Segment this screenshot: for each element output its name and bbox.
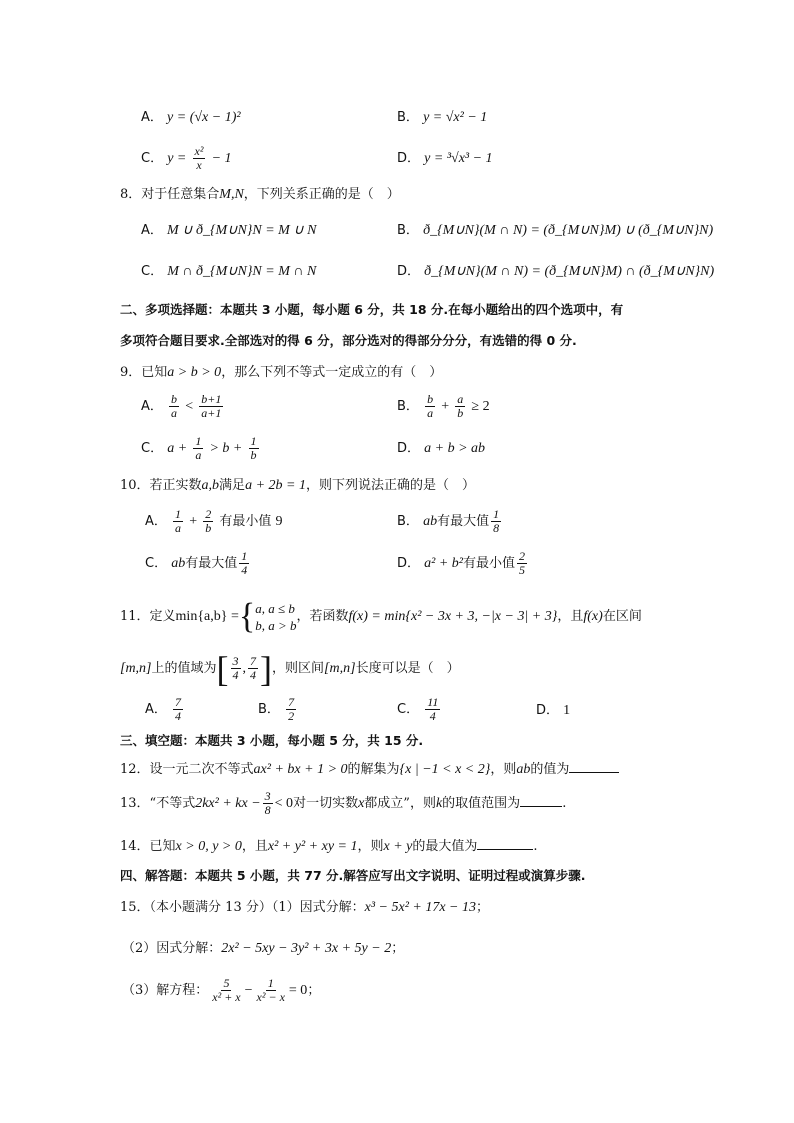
q11-line2-post-pre: ，则区间	[272, 661, 325, 676]
q13-var-x: x	[358, 796, 365, 811]
fraction-numerator: x²	[194, 144, 204, 158]
option-expression: M ∩ ð_{M∪N}N = M ∩ N	[167, 264, 317, 279]
q15-line3-post: = 0	[288, 983, 308, 998]
fraction-numerator: 5	[223, 976, 230, 990]
q10-option-a	[145, 505, 283, 539]
option-expression: ð_{M∪N}(M ∩ N) = (ð_{M∪N}M) ∪ (ð_{M∪N}N)	[423, 223, 714, 238]
fraction-denominator: a	[427, 406, 434, 420]
fraction	[193, 145, 206, 172]
q9-stem-post: ，那么下列不等式一定成立的有（ ）	[221, 365, 443, 380]
fraction-denominator: x² + x	[212, 990, 241, 1004]
fraction	[199, 393, 223, 420]
q9-stem	[120, 365, 442, 381]
option-expression: y = (√x − 1)²	[167, 110, 241, 125]
q9-option-b	[397, 390, 490, 424]
fraction-numerator: 2	[519, 549, 526, 563]
fraction-numerator: b+1	[201, 392, 222, 406]
option-text: 有最小值	[219, 514, 272, 529]
option-expression: y = √x² − 1	[423, 110, 488, 125]
q13-expr-post: < 0	[274, 796, 294, 811]
option-lhs: y =	[167, 151, 187, 166]
q10-option-d	[397, 547, 529, 581]
q15-expr2: 2x² − 5xy − 3y² + 3x + 5y − 2	[221, 941, 392, 956]
operator: +	[441, 399, 450, 414]
q7-option-b	[397, 110, 487, 126]
fraction	[203, 508, 213, 535]
q12-post: 的值为	[530, 762, 570, 777]
q10-option-c	[145, 547, 251, 581]
q7-option-d	[397, 151, 493, 167]
q15-expr1: x³ − 5x² + 17x − 13	[364, 900, 477, 915]
operator: +	[189, 514, 198, 529]
piecewise-cases	[255, 600, 296, 634]
option-label: A．	[141, 110, 163, 125]
fraction-denominator: 4	[241, 563, 248, 577]
q15-part1	[120, 900, 489, 916]
q11-line2-pre: 上的值域为	[151, 661, 217, 676]
fraction	[173, 696, 183, 723]
fraction	[491, 508, 501, 535]
fraction	[248, 655, 258, 682]
q15-line3-pre: （3）解方程：	[122, 983, 209, 998]
q12-pre: 12．设一元二次不等式	[120, 762, 254, 777]
q14-cond2: x² + y² + xy = 1	[267, 839, 358, 854]
q10-stem-pre: 10．若正实数	[120, 478, 202, 493]
q13-end: .	[562, 796, 567, 811]
answer-blank[interactable]	[477, 837, 533, 850]
fraction	[249, 435, 259, 462]
q15-line3-end: ；	[307, 983, 321, 998]
option-var: ab	[171, 556, 186, 571]
q12-post-pre: ，则	[490, 762, 517, 777]
q13	[120, 787, 566, 821]
fraction-numerator: 7	[250, 654, 257, 668]
fraction-denominator: 2	[288, 709, 295, 723]
section-4-heading: 四、解答题：本题共 5 小题，共 77 分.解答应写出文字说明、证明过程或演算步骤.	[120, 868, 586, 883]
q14	[120, 837, 538, 855]
option-label: A．	[141, 399, 163, 414]
q13-mid: 对一切实数	[293, 796, 359, 811]
fraction	[169, 393, 179, 420]
function-definition: f(x) = min{x² − 3x + 3, −|x − 3| + 3}	[348, 609, 558, 624]
q8-option-c	[141, 264, 316, 280]
q15-line2-pre: （2）因式分解：	[122, 941, 222, 956]
fraction-denominator: a	[171, 406, 178, 420]
q11-option-d	[536, 703, 570, 719]
fraction	[231, 655, 241, 682]
fraction-numerator: 3	[232, 654, 239, 668]
q11-stem-mid: ，若函数	[296, 609, 349, 624]
q7-option-a	[141, 110, 241, 126]
fraction-denominator: 4	[250, 668, 257, 682]
q13-post: 的取值范围为	[442, 796, 521, 811]
section-3-heading: 三、填空题：本题共 3 小题，每小题 5 分，共 15 分.	[120, 733, 424, 748]
q14-mid2: ，则	[357, 839, 384, 854]
q12	[120, 760, 619, 778]
left-brace: {	[238, 596, 256, 636]
q13-var-k: k	[435, 796, 443, 811]
q9-condition: a > b > 0	[167, 365, 222, 380]
fraction-denominator: 5	[519, 563, 526, 577]
fraction-denominator: 4	[175, 709, 182, 723]
q15-part2	[122, 941, 404, 957]
option-label: A．	[141, 223, 163, 238]
fraction-numerator: b	[427, 392, 434, 406]
fraction-denominator: x² − x	[256, 990, 285, 1004]
fraction	[210, 977, 242, 1004]
q12-mid: 的解集为	[347, 762, 400, 777]
option-tail: ≥ 2	[471, 399, 490, 414]
option-expression: M ∪ ð_{M∪N}N = M ∪ N	[167, 223, 317, 238]
operator: <	[185, 399, 194, 414]
right-bracket: ]	[260, 648, 273, 689]
q7-option-c	[141, 142, 232, 176]
q9-option-d	[397, 441, 485, 457]
option-label: D．	[397, 151, 421, 166]
fraction-numerator: b	[171, 392, 178, 406]
q13-mid2: 都成立”，则	[364, 796, 436, 811]
q11-stem-pre: 11．定义	[120, 609, 176, 624]
case-2: b, a > b	[255, 617, 297, 633]
option-var: a² + b²	[424, 556, 463, 571]
q11-option-b	[258, 693, 298, 727]
q10-stem	[120, 478, 475, 494]
option-label: D．	[397, 556, 421, 571]
q15-line1-end: ；	[476, 900, 490, 915]
fraction-numerator: 7	[175, 695, 182, 709]
option-expression: ð_{M∪N}(M ∩ N) = (ð_{M∪N}M) ∩ (ð_{M∪N}N)	[424, 264, 715, 279]
q14-pre: 14．已知	[120, 839, 176, 854]
fraction-numerator: a	[457, 392, 464, 406]
q8-stem	[120, 187, 400, 203]
option-value: 1	[563, 703, 571, 718]
fraction-numerator: 1	[175, 507, 182, 521]
option-rhs: − 1	[211, 151, 232, 166]
option-label: C．	[141, 441, 164, 456]
answer-blank[interactable]	[569, 760, 619, 773]
operator: −	[244, 983, 253, 998]
q14-var: x + y	[383, 839, 413, 854]
q12-inequality: ax² + bx + 1 > 0	[253, 762, 348, 777]
fraction-numerator: 1	[493, 507, 500, 521]
q12-var: ab	[516, 762, 531, 777]
fraction-denominator: b	[457, 406, 464, 420]
fraction-denominator: a	[195, 448, 202, 462]
q15-part3	[122, 974, 320, 1008]
interval: [m,n]	[324, 661, 356, 676]
fraction	[425, 696, 440, 723]
option-label: C．	[141, 264, 164, 279]
option-label: C．	[141, 151, 164, 166]
fraction-numerator: 1	[241, 549, 248, 563]
q14-end: .	[533, 839, 538, 854]
q11-stem-line1	[120, 597, 642, 637]
q9-stem-pre: 9．已知	[120, 365, 168, 380]
q8-option-d	[397, 264, 714, 280]
option-label: B．	[258, 702, 280, 717]
fraction	[255, 977, 287, 1004]
fraction-numerator: 2	[205, 507, 212, 521]
fraction-denominator: a+1	[201, 406, 222, 420]
fraction	[193, 435, 203, 462]
q15-line2-end: ；	[391, 941, 405, 956]
q9-option-c	[141, 432, 261, 466]
case-1: a, a ≤ b	[255, 600, 295, 616]
q15-line1-pre: 15．（本小题满分 13 分）（1）因式分解：	[120, 900, 365, 915]
fraction-denominator: b	[250, 448, 257, 462]
fraction	[263, 790, 273, 817]
interval: [m,n]	[120, 661, 152, 676]
answer-blank[interactable]	[520, 794, 562, 807]
q8-stem-pre: 8．对于任意集合	[120, 187, 220, 202]
option-mid: > b +	[209, 441, 243, 456]
fraction	[239, 550, 249, 577]
q10-stem-post: ，则下列说法正确的是（ ）	[305, 478, 475, 493]
fraction	[517, 550, 527, 577]
fraction-denominator: 4	[232, 668, 239, 682]
option-label: D．	[397, 264, 421, 279]
fraction-denominator: 4	[429, 709, 436, 723]
option-label: D．	[397, 441, 421, 456]
fraction-denominator: x	[196, 158, 202, 172]
q10-condition: a + 2b = 1	[245, 478, 306, 493]
q8-stem-post: ，下列关系正确的是（ ）	[243, 187, 400, 202]
fraction-denominator: a	[175, 521, 182, 535]
fraction	[425, 393, 435, 420]
option-label: A．	[145, 702, 167, 717]
option-label: A．	[145, 514, 167, 529]
option-var: ab	[423, 514, 438, 529]
fraction-numerator: 3	[264, 789, 271, 803]
fraction	[173, 508, 183, 535]
q11-line2-post: 长度可以是（ ）	[355, 661, 460, 676]
q10-option-b	[397, 505, 503, 539]
function-name: f(x)	[583, 609, 603, 624]
fraction	[286, 696, 296, 723]
q11-option-c	[397, 693, 442, 727]
option-text: 有最大值	[185, 556, 238, 571]
option-label: B．	[397, 223, 419, 238]
option-expression: a + b > ab	[424, 441, 486, 456]
option-expression: y = ³√x³ − 1	[424, 151, 493, 166]
fraction-denominator: 8	[264, 803, 271, 817]
option-label: D．	[536, 703, 560, 718]
option-label: C．	[397, 702, 420, 717]
q11-stem-tail: 在区间	[602, 609, 642, 624]
fraction-denominator: b	[205, 521, 212, 535]
min-definition: min{a,b} =	[175, 609, 239, 624]
option-label: B．	[397, 514, 419, 529]
left-bracket: [	[216, 648, 229, 689]
option-text: 有最小值	[463, 556, 516, 571]
q11-option-a	[145, 693, 185, 727]
fraction-numerator: 1	[195, 434, 202, 448]
fraction-numerator: 7	[288, 695, 295, 709]
comma: ,	[242, 661, 247, 676]
q11-stem-line2	[120, 649, 460, 689]
q13-expr-pre: 2kx² + kx −	[195, 796, 261, 811]
option-label: C．	[145, 556, 168, 571]
fraction-numerator: 11	[427, 695, 439, 709]
q8-option-b	[397, 223, 713, 239]
q8-stem-var: M,N	[219, 187, 244, 202]
fraction-numerator: 1	[267, 976, 274, 990]
section-2-heading-cont: 多项符合题目要求.全部选对的得 6 分，部分选对的得部分分分，有选错的得 0 分.	[120, 333, 577, 348]
option-text: 有最大值	[437, 514, 490, 529]
q9-option-a	[141, 390, 225, 424]
q13-pre: 13．“不等式	[120, 796, 196, 811]
option-pre: a +	[167, 441, 188, 456]
fraction-numerator: 1	[250, 434, 257, 448]
q14-mid: ，且	[241, 839, 268, 854]
q14-post: 的最大值为	[412, 839, 478, 854]
option-value: 9	[275, 514, 283, 529]
q10-vars: a,b	[201, 478, 220, 493]
option-label: B．	[397, 110, 419, 125]
q10-stem-mid: 满足	[219, 478, 246, 493]
fraction-denominator: 8	[493, 521, 500, 535]
q11-stem-mid2: ，且	[557, 609, 584, 624]
q14-cond1: x > 0, y > 0	[175, 839, 242, 854]
fraction	[455, 393, 465, 420]
option-label: B．	[397, 399, 419, 414]
q8-option-a	[141, 223, 316, 239]
q12-solution-set: {x | −1 < x < 2}	[399, 762, 491, 777]
section-2-heading: 二、多项选择题：本题共 3 小题，每小题 6 分，共 18 分.在每小题给出的四个选项中，有	[120, 302, 624, 317]
